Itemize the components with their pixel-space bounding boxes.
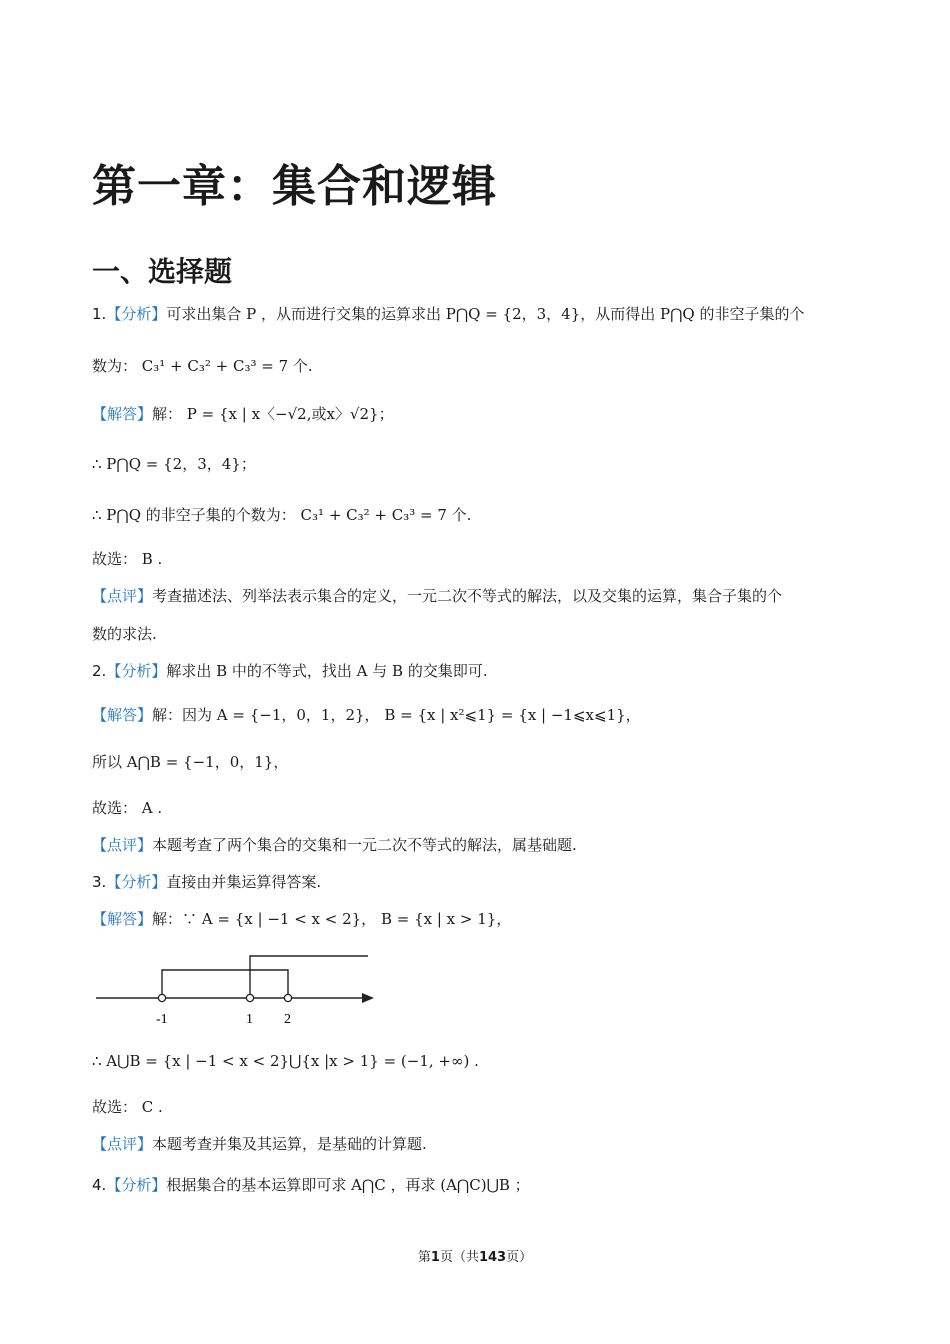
q1-solution-text-1: 解： P = {x | x〈−√2,或x〉√2}；	[152, 405, 394, 423]
comment-tag: 【点评】	[92, 1135, 153, 1153]
set-b-bracket	[250, 956, 368, 994]
chapter-title: 第一章：集合和逻辑	[92, 161, 497, 212]
q4-number: 4.	[92, 1176, 107, 1194]
axis-label-1: 1	[246, 1012, 253, 1027]
footer-mid: 页（共	[439, 1250, 479, 1265]
analysis-tag: 【分析】	[106, 305, 167, 323]
comment-tag: 【点评】	[92, 587, 153, 605]
q1-choice-text: 故选： B .	[92, 550, 163, 568]
q1-number: 1.	[92, 305, 107, 323]
q3-number: 3.	[92, 873, 107, 891]
q2-comment-text: 本题考查了两个集合的交集和一元二次不等式的解法，属基础题.	[152, 836, 577, 854]
total-page-count: 143	[478, 1250, 507, 1265]
q1-solution-text-2: ∴ P⋂Q = {2，3，4}；	[92, 455, 256, 473]
q1-solution-line1	[92, 404, 394, 424]
footer-suffix: 页）	[506, 1250, 533, 1265]
q3-choice	[92, 1097, 163, 1117]
footer-prefix: 第	[417, 1250, 431, 1265]
current-page-number: 1	[430, 1250, 440, 1265]
q1-solution-line2	[92, 454, 256, 474]
page-footer	[0, 1246, 950, 1265]
q4-analysis-line	[92, 1175, 530, 1195]
comment-tag: 【点评】	[92, 836, 153, 854]
q2-solution-text-1: 解：因为 A = {−1，0，1，2}， B = {x | x²⩽1} = {x | −1⩽x⩽1}，	[152, 706, 641, 724]
q3-choice-text: 故选： C .	[92, 1098, 163, 1116]
q2-choice-text: 故选： A .	[92, 799, 163, 817]
q2-solution-text-2: 所以 A⋂B = {−1，0，1}，	[92, 753, 289, 771]
q1-comment-text-2: 数的求法.	[92, 625, 157, 643]
section-heading: 一、选择题	[92, 255, 233, 288]
q1-solution-line3	[92, 505, 471, 525]
set-a-bracket	[162, 970, 288, 994]
axis-label-neg1: -1	[156, 1012, 168, 1027]
analysis-tag: 【分析】	[106, 1176, 167, 1194]
q1-comment-line2	[92, 624, 157, 644]
axis-label-2: 2	[284, 1012, 291, 1027]
q3-analysis-line	[92, 872, 321, 892]
q2-solution-line1	[92, 705, 641, 725]
open-point-neg1	[158, 994, 165, 1001]
solution-tag: 【解答】	[92, 910, 153, 928]
q3-solution-text-2: ∴ A⋃B = {x | −1 < x < 2}⋃{x |x > 1} = (−1, +∞) .	[92, 1052, 479, 1070]
q1-solution-text-3: ∴ P⋂Q 的非空子集的个数为： C₃¹ + C₃² + C₃³ = 7 个.	[92, 506, 472, 524]
q1-choice	[92, 549, 162, 569]
q1-analysis-text-2: 数为： C₃¹ + C₃² + C₃³ = 7 个.	[92, 357, 313, 375]
q1-analysis-line2	[92, 356, 313, 376]
number-line-diagram	[92, 950, 392, 1030]
q2-number: 2.	[92, 662, 107, 680]
q3-solution-line2	[92, 1051, 479, 1071]
q2-analysis-text: 解求出 B 中的不等式，找出 A 与 B 的交集即可.	[166, 662, 488, 680]
q2-comment-line	[92, 835, 577, 855]
q1-analysis-line1	[92, 304, 804, 324]
q1-comment-line1	[92, 586, 782, 606]
q2-analysis-line	[92, 661, 488, 681]
axis-arrow-icon	[362, 993, 374, 1003]
q4-analysis-text: 根据集合的基本运算即可求 A⋂C ，再求 (A⋂C)⋃B ；	[166, 1176, 530, 1194]
open-point-1	[246, 994, 253, 1001]
q2-solution-line2	[92, 752, 288, 772]
q3-comment-text: 本题考查并集及其运算，是基础的计算题.	[152, 1135, 427, 1153]
q3-comment-line	[92, 1134, 427, 1154]
q2-choice	[92, 798, 162, 818]
analysis-tag: 【分析】	[106, 662, 167, 680]
q3-analysis-text: 直接由并集运算得答案.	[166, 873, 322, 891]
open-point-2	[284, 994, 291, 1001]
q1-analysis-text-1: 可求出集合 P ，从而进行交集的运算求出 P⋂Q = {2，3，4}，从而得出 P⋂Q 的非空子集的个	[166, 305, 805, 323]
solution-tag: 【解答】	[92, 706, 153, 724]
q1-comment-text-1: 考查描述法、列举法表示集合的定义，一元二次不等式的解法，以及交集的运算，集合子集的个	[152, 587, 783, 605]
q3-solution-text-1: 解：∵ A = {x | −1 < x < 2}， B = {x | x > 1}，	[152, 910, 512, 928]
analysis-tag: 【分析】	[106, 873, 167, 891]
q3-solution-line1	[92, 909, 511, 929]
solution-tag: 【解答】	[92, 405, 153, 423]
